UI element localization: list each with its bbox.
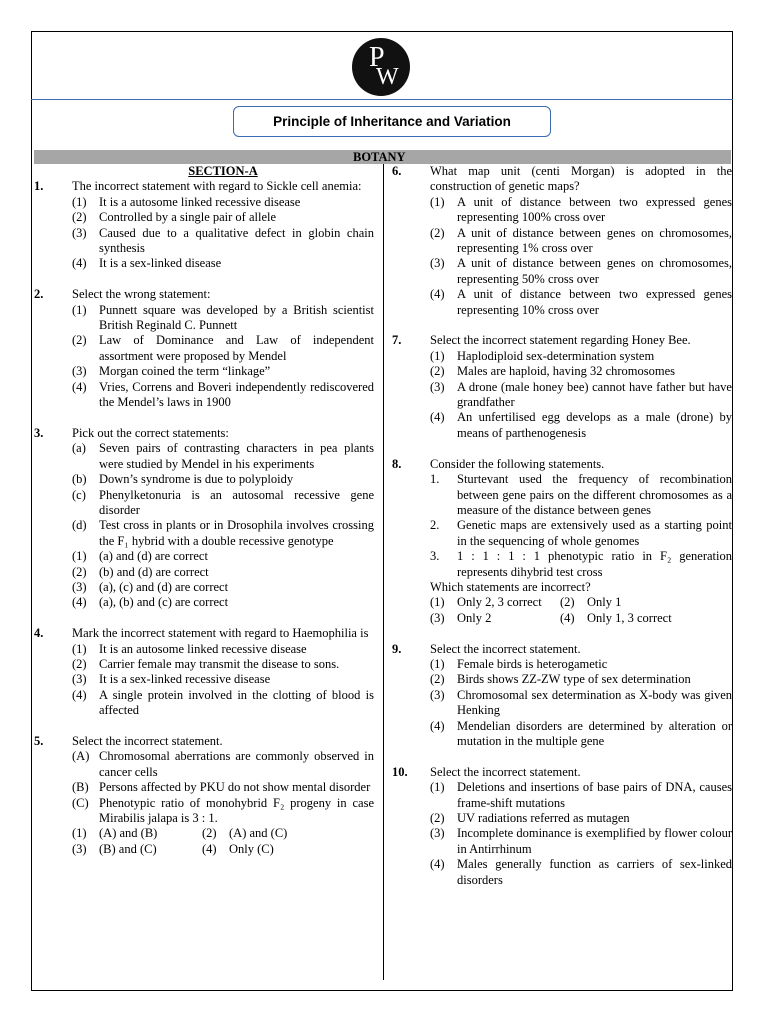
option-text: Chromosomal aberrations are commonly observed in cancer cells xyxy=(99,749,374,779)
question-stem xyxy=(34,626,374,641)
option-text: A unit of distance between two expressed genes representing 100% cross over xyxy=(457,194,732,225)
option-marker: (2) xyxy=(430,672,445,687)
option-text: Test cross in plants or in Drosophila involves crossing the F₁ hybrid with a double recessive genotype xyxy=(99,518,374,548)
option-text: Only (C) xyxy=(229,841,274,856)
question-number: 4. xyxy=(34,626,44,641)
answer-option xyxy=(430,857,732,888)
option-text: A unit of distance between two expressed genes representing 10% cross over xyxy=(457,287,732,317)
answer-option xyxy=(430,719,732,750)
question xyxy=(34,287,374,410)
option-text: Genetic maps are extensively used as a starting point in the sequencing of whole genomes xyxy=(457,518,732,548)
option-marker: (1) xyxy=(430,656,445,671)
question-text: Select the wrong statement: xyxy=(72,287,211,302)
option-text: (b) and (d) are correct xyxy=(99,564,209,579)
option-text: Mendelian disorders are determined by alteration or mutation in the multiple gene xyxy=(457,718,732,748)
option-marker: (2) xyxy=(72,210,87,225)
option-marker: (1) xyxy=(430,194,445,209)
header-divider xyxy=(31,99,733,100)
section-heading: SECTION-A xyxy=(188,164,258,178)
option-marker: (4) xyxy=(72,379,87,394)
option-text: Males generally function as carriers of sex-linked disorders xyxy=(457,857,732,887)
answer-option xyxy=(72,688,374,719)
option-marker: (4) xyxy=(430,718,445,733)
answer-option xyxy=(72,472,374,487)
column-divider xyxy=(383,164,384,980)
answer-option xyxy=(430,226,732,257)
answer-option xyxy=(72,565,374,580)
option-marker: (4) xyxy=(72,256,87,271)
question xyxy=(392,164,732,318)
answer-option xyxy=(72,749,374,780)
question xyxy=(34,626,374,718)
question xyxy=(392,333,732,441)
answer-option xyxy=(430,595,560,610)
option-text: A single protein involved in the clotting of blood is affected xyxy=(99,687,374,718)
question-stem xyxy=(392,333,732,348)
option-marker: (C) xyxy=(72,795,89,810)
option-text: 1 : 1 : 1 : 1 phenotypic ratio in F₂ generation represents dihybrid test cross xyxy=(457,549,732,579)
option-text: Carrier female may transmit the disease to sons. xyxy=(99,656,340,671)
option-marker: (2) xyxy=(430,811,445,825)
answer-option xyxy=(72,518,374,549)
question xyxy=(34,179,374,271)
option-marker: (4) xyxy=(72,687,87,702)
question-text: Select the incorrect statement. xyxy=(430,764,581,779)
option-text: It is a sex-linked recessive disease xyxy=(99,672,271,687)
answer-option xyxy=(430,410,732,441)
option-marker: (2) xyxy=(72,564,87,579)
answer-option xyxy=(430,287,732,318)
option-text: A unit of distance between genes on chromosomes, representing 1% cross over xyxy=(457,225,732,256)
question-stem xyxy=(392,765,732,780)
question-stem xyxy=(34,287,374,302)
answer-option xyxy=(72,488,374,519)
question-number: 9. xyxy=(392,641,402,656)
option-text: Persons affected by PKU do not show mental disorder xyxy=(99,780,371,795)
answer-option xyxy=(560,595,720,610)
option-marker: (2) xyxy=(430,225,445,240)
option-marker: 1. xyxy=(430,472,440,487)
option-text: Chromosomal sex determination as X-body was given Henking xyxy=(457,687,732,718)
option-text: A drone (male honey bee) cannot have father but have grandfather xyxy=(457,379,732,410)
question-stem xyxy=(34,179,374,194)
question xyxy=(34,734,374,857)
answer-option xyxy=(72,303,374,334)
answer-option xyxy=(430,657,732,672)
pw-logo-icon xyxy=(352,38,410,96)
answer-option xyxy=(72,780,374,795)
answer-option xyxy=(430,472,732,518)
question-number: 5. xyxy=(34,733,44,748)
option-marker: (1) xyxy=(430,348,445,363)
option-text: Vries, Correns and Boveri independently rediscovered the Mendel’s laws in 1900 xyxy=(99,379,374,410)
option-text: Haplodiploid sex-determination system xyxy=(457,348,655,363)
option-marker: (1) xyxy=(430,595,445,610)
answer-option-row xyxy=(430,611,732,626)
option-text: Seven pairs of contrasting characters in pea plants were studied by Mendel in his experiments xyxy=(99,441,374,471)
question-text: Select the incorrect statement. xyxy=(72,733,223,748)
option-marker: (3) xyxy=(72,225,87,240)
option-marker: (4) xyxy=(202,841,217,856)
option-marker: (3) xyxy=(72,364,87,379)
option-text: An unfertilised egg develops as a male (drone) by means of parthenogenesis xyxy=(457,410,732,440)
option-text: (a), (c) and (d) are correct xyxy=(99,579,229,594)
option-marker: (2) xyxy=(72,656,87,671)
question-number: 1. xyxy=(34,179,44,194)
option-text: Controlled by a single pair of allele xyxy=(99,210,277,225)
answer-option xyxy=(430,672,732,687)
option-marker: (A) xyxy=(72,749,90,764)
question-number: 10. xyxy=(392,764,408,779)
option-text: Caused due to a qualitative defect in globin chain synthesis xyxy=(99,225,374,256)
question-text: Mark the incorrect statement with regard to Haemophilia is xyxy=(72,626,369,641)
question-text: Select the incorrect statement. xyxy=(430,641,581,656)
answer-option xyxy=(202,842,362,857)
option-marker: (1) xyxy=(72,641,87,656)
option-marker: (1) xyxy=(72,826,87,841)
question-stem xyxy=(392,164,732,195)
option-marker: (3) xyxy=(72,672,87,687)
option-marker: (4) xyxy=(72,595,87,610)
question-number: 6. xyxy=(392,164,402,178)
answer-option xyxy=(72,796,374,827)
answer-option xyxy=(430,349,732,364)
question-text: Pick out the correct statements: xyxy=(72,425,229,440)
answer-option xyxy=(72,210,374,225)
option-text: (A) and (B) xyxy=(99,826,158,841)
question-text: Consider the following statements. xyxy=(430,456,605,471)
option-text: Incomplete dominance is exemplified by flower colour in Antirrhinum xyxy=(457,826,732,856)
answer-option xyxy=(430,688,732,719)
option-marker: (3) xyxy=(430,379,445,394)
answer-option xyxy=(430,256,732,287)
answer-option xyxy=(72,380,374,411)
answer-option xyxy=(202,826,362,841)
answer-option xyxy=(72,549,374,564)
question-number: 8. xyxy=(392,456,402,471)
question xyxy=(392,457,732,626)
option-text: Punnett square was developed by a British scientist British Reginald C. Punnett xyxy=(99,302,374,333)
answer-option xyxy=(72,595,374,610)
question-stem xyxy=(392,642,732,657)
question-stem xyxy=(392,457,732,472)
question-number: 7. xyxy=(392,333,402,348)
option-text: Only 1, 3 correct xyxy=(587,610,672,625)
answer-option-row xyxy=(72,842,374,857)
right-column xyxy=(392,164,732,903)
option-marker: (4) xyxy=(430,287,445,302)
option-text: Phenylketonuria is an autosomal recessive gene disorder xyxy=(99,487,374,517)
answer-option xyxy=(430,811,732,826)
answer-option xyxy=(430,380,732,411)
question xyxy=(392,765,732,888)
option-marker: (2) xyxy=(560,595,575,610)
option-marker: 2. xyxy=(430,518,440,533)
option-text: Birds shows ZZ-ZW type of sex determination xyxy=(457,672,691,687)
option-text: Only 2, 3 correct xyxy=(457,595,542,610)
option-marker: (2) xyxy=(430,364,445,379)
question-stem xyxy=(34,734,374,749)
answer-option xyxy=(430,549,732,580)
option-text: (B) and (C) xyxy=(99,841,157,856)
option-marker: (1) xyxy=(430,780,445,795)
option-text: A unit of distance between genes on chromosomes, representing 50% cross over xyxy=(457,256,732,286)
option-marker: (2) xyxy=(72,333,87,348)
option-marker: (3) xyxy=(430,687,445,702)
option-marker: (1) xyxy=(72,302,87,317)
question-text: What map unit (centi Morgan) is adopted in the construction of genetic maps? xyxy=(430,164,732,194)
question-number: 2. xyxy=(34,287,44,302)
answer-option xyxy=(72,642,374,657)
option-marker: (3) xyxy=(430,826,445,841)
question-number: 3. xyxy=(34,425,44,440)
option-text: (a) and (d) are correct xyxy=(99,549,208,564)
option-marker: (3) xyxy=(72,579,87,594)
option-marker: (d) xyxy=(72,518,87,533)
answer-option xyxy=(430,195,732,226)
answer-option xyxy=(72,580,374,595)
answer-option xyxy=(72,657,374,672)
option-text: Sturtevant used the frequency of recombination between gene pairs on the different chromosomes as a measure of the distance between genes xyxy=(457,472,732,517)
answer-option xyxy=(430,611,560,626)
option-text: (A) and (C) xyxy=(229,826,288,841)
answer-option xyxy=(430,826,732,857)
option-text: Down’s syndrome is due to polyploidy xyxy=(99,472,294,487)
answer-option xyxy=(430,518,732,549)
option-marker: (c) xyxy=(72,487,86,502)
option-marker: (1) xyxy=(72,549,87,564)
answer-option xyxy=(72,842,202,857)
question xyxy=(392,642,732,750)
subject-label: BOTANY xyxy=(353,150,406,164)
option-text: UV radiations referred as mutagen xyxy=(457,811,630,825)
answer-option xyxy=(72,195,374,210)
logo-letter-p: P xyxy=(369,42,385,73)
option-marker: 3. xyxy=(430,549,440,564)
answer-option-row xyxy=(72,826,374,841)
answer-option xyxy=(430,780,732,811)
option-text: Males are haploid, having 32 chromosomes xyxy=(457,364,676,379)
option-marker: (2) xyxy=(202,826,217,841)
answer-option xyxy=(72,441,374,472)
option-marker: (4) xyxy=(430,410,445,425)
option-marker: (3) xyxy=(430,610,445,625)
question-text: The incorrect statement with regard to Sickle cell anemia: xyxy=(72,179,362,194)
option-text: Only 2 xyxy=(457,610,492,625)
option-text: Deletions and insertions of base pairs of DNA, causes frame-shift mutations xyxy=(457,780,732,810)
option-marker: (4) xyxy=(560,610,575,625)
chapter-title: Principle of Inheritance and Variation xyxy=(233,106,551,137)
option-marker: (4) xyxy=(430,857,445,872)
followup-text: Which statements are incorrect? xyxy=(430,579,591,594)
answer-option xyxy=(72,826,202,841)
question-text: Select the incorrect statement regarding Honey Bee. xyxy=(430,333,691,348)
answer-option xyxy=(72,333,374,364)
option-text: Only 1 xyxy=(587,595,622,610)
option-marker: (3) xyxy=(72,841,87,856)
option-text: Female birds is heterogametic xyxy=(457,656,608,671)
answer-option xyxy=(72,364,374,379)
option-text: Phenotypic ratio of monohybrid F₂ progeny in case Mirabilis jalapa is 3 : 1. xyxy=(99,795,374,825)
option-text: It is a autosome linked recessive disease xyxy=(99,194,301,209)
answer-option xyxy=(72,672,374,687)
option-marker: (B) xyxy=(72,780,89,795)
answer-option-row xyxy=(430,595,732,610)
answer-option xyxy=(560,611,720,626)
option-text: Morgan coined the term “linkage” xyxy=(99,364,271,379)
option-text: (a), (b) and (c) are correct xyxy=(99,595,229,610)
option-marker: (3) xyxy=(430,256,445,271)
question-stem xyxy=(34,426,374,441)
question xyxy=(34,426,374,611)
option-text: It is an autosome linked recessive disease xyxy=(99,641,307,656)
answer-option xyxy=(72,226,374,257)
left-column xyxy=(34,164,374,873)
answer-option xyxy=(430,364,732,379)
logo-letter-w: W xyxy=(376,64,399,90)
option-text: Law of Dominance and Law of independent assortment were proposed by Mendel xyxy=(99,333,374,363)
answer-option xyxy=(72,256,374,271)
option-marker: (1) xyxy=(72,194,87,209)
option-marker: (b) xyxy=(72,472,87,487)
option-marker: (a) xyxy=(72,441,86,456)
option-text: It is a sex-linked disease xyxy=(99,256,222,271)
